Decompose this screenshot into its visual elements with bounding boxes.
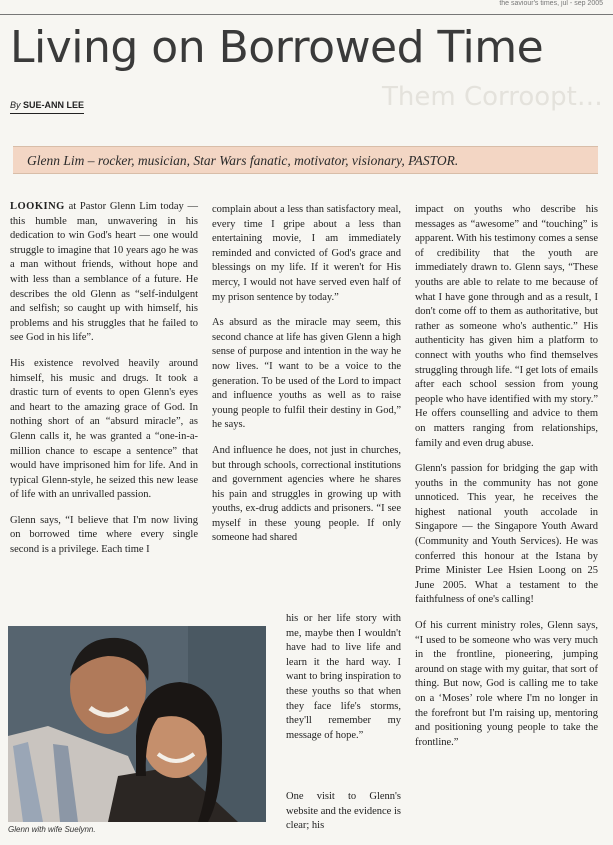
column-3 [415, 203, 598, 761]
couple-photo [8, 626, 266, 822]
paragraph: As absurd as the miracle may seem, this second chance at life has given Glenn a high sense of purpose and intention in the way he now lives. “I want to be a voice to the generation. To be used of the Lord to impact and influence youths as well as to raise young people to fulfil their destiny in God,” he says. [212, 317, 401, 431]
background-ghost-text: Them Corroopt… [382, 82, 603, 112]
paragraph: Of his current ministry roles, Glenn says, “I used to be someone who was very much in the frontline, pioneering, jumping around on stage with my guitar, that sort of thing. But now, God is calling me to take on a ‘Moses’ role where I'm no longer in the forefront but I'm raising up, mentoring and positioning young people to take the frontline.” [415, 620, 598, 748]
paragraph: And influence he does, not just in churches, but through schools, correctional institutions and government agencies where he shares his pain and struggles in growing up with youths, ex-drug addicts and prisoners. “I see myself in these young people. If only someone had shared [212, 444, 401, 544]
paragraph: His existence revolved heavily around himself, his music and drugs. It took a drastic turn of events to open Glenn's eyes and heart to the amazing grace of God. In nothing short of an “absurd miracle”, as Glenn calls it, he was granted a “one-in-a-million chance to escape a sentence” that would have imprisoned him for life. And in typical Glenn-style, he seized this new lease of life with an unrivalled passion. [10, 357, 198, 501]
photo-caption: Glenn with wife Suelynn. [8, 825, 96, 834]
paragraph: his or her life story with me, maybe then I wouldn't have had to live life and learn it the hard way. I want to bring inspiration to these youths so that when they face life's storms, they'll remember my message of hope.” [286, 613, 401, 741]
column-2-wrap [286, 612, 401, 754]
strapline: Glenn Lim – rocker, musician, Star Wars fanatic, motivator, visionary, PASTOR. [13, 146, 598, 174]
paragraph: Glenn says, “I believe that I'm now living on borrowed time where every single second is a privilege. Each time I [10, 514, 198, 556]
paragraph [10, 200, 198, 346]
byline-prefix: By [10, 100, 21, 110]
paragraph-text: at Pastor Glenn Lim today — this humble man, unwavering in his dedication to win God's heart — one would struggle to imagine that 10 years ago he was a man without friends, without hope and with less than a semblance of a future. He describes the old Glenn as “self-indulgent and selfish; so caught up with himself, his problems and his struggles that he failed to see God in his life”. [10, 201, 198, 344]
photo-illustration [8, 626, 266, 822]
byline [10, 100, 84, 114]
lead-word: LOOKING [10, 201, 65, 212]
column-2 [212, 203, 401, 557]
running-head: the saviour's times, jul - sep 2005 [499, 0, 603, 7]
paragraph: complain about a less than satisfactory meal, every time I gripe about a less than entertaining movie, I am immediately reminded and convicted of God's grace and blessings on my life. If it weren't for His mercy, I would not have served even half of my prison sentence by today.” [212, 204, 401, 303]
byline-author: SUE-ANN LEE [23, 100, 85, 110]
paragraph: impact on youths who describe his messages as “awesome” and “touching” is apparent. With his testimony comes a sense of credibility that the youth are immediately drawn to. Glenn says, “These youths are able to relate to me because of what I have gone through and as a result, I don't come off to them as authoritative, but rather as someone who's authentic.” His authenticity has given him a platform to connect with youths who find themselves struggling through life. “I get lots of emails after each school session from young people who have identified with my story.” He offers counselling and advice to them on matters ranging from relationships, family and even drug abuse. [415, 204, 598, 449]
column-1 [10, 200, 198, 569]
article-title: Living on Borrowed Time [10, 22, 544, 73]
paragraph: One visit to Glenn's website and the evidence is clear; his [286, 791, 401, 832]
paragraph: Glenn's passion for bridging the gap with youths in the community has not gone unnoticed. This year, he receives the highest national youth accolade in Singapore — the Singapore Youth Award (Community and Youth Services). He was conferred this honour at the Istana by Prime Minister Lee Hsien Loong on 25 June 2005. What a testament to the faithfulness of one's calling! [415, 463, 598, 606]
column-2-end [286, 790, 401, 845]
